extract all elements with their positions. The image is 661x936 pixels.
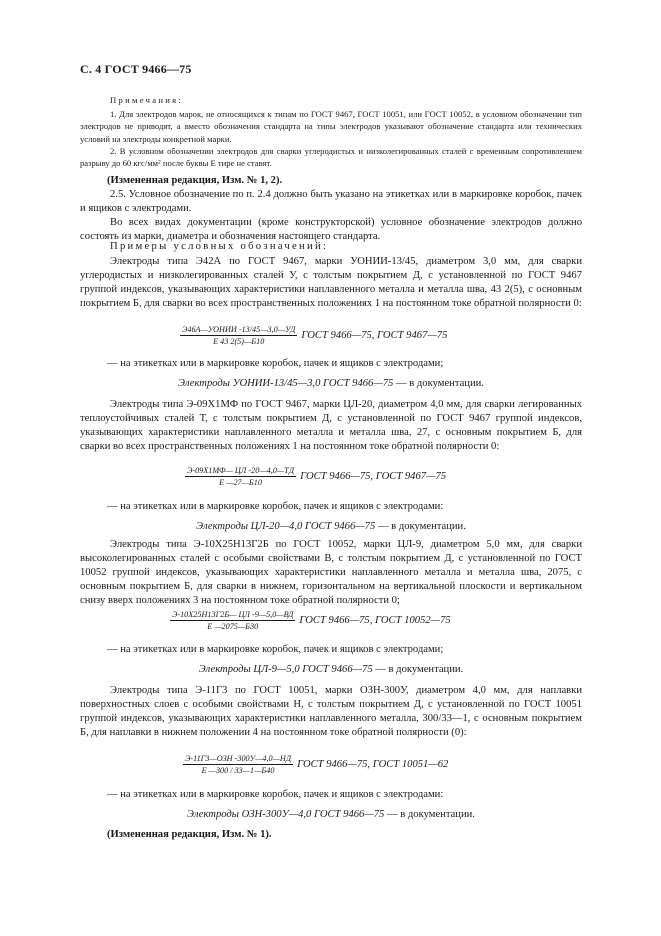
formula-fraction [183, 754, 293, 775]
formula-standards: ГОСТ 9466—75, ГОСТ 10052—75 [299, 615, 451, 626]
doc-designation: Электроды УОНИИ-13/45—3,0 ГОСТ 9466—75 [178, 378, 394, 389]
examples-title: Примеры условных обозначений: [110, 241, 329, 252]
example-4-documentation-line [80, 808, 582, 822]
doc-designation: Электроды ЦЛ-9—5,0 ГОСТ 9466—75 [198, 664, 373, 675]
doc-suffix: — в документации. [384, 809, 475, 820]
doc-suffix: — в документации. [375, 521, 466, 532]
example-1-documentation-line [80, 377, 582, 391]
example-4-label-line: — на этикетках или в маркировке коробок, пачек и ящиков с электродами: [107, 789, 444, 800]
formula-numerator: Э-11Г3—ОЗН -300У—4,0—НД [185, 754, 292, 763]
example-2-formula [185, 466, 446, 487]
example-2-documentation-line [80, 520, 582, 534]
example-1-formula [180, 325, 447, 346]
doc-suffix: — в документации. [372, 664, 464, 675]
amendment-note-2: (Измененная редакция, Изм. № 1). [107, 829, 272, 840]
formula-standards: ГОСТ 9466—75, ГОСТ 9467—75 [300, 471, 447, 482]
formula-denominator: Е —2075—Б30 [207, 622, 259, 631]
example-2-label-line: — на этикетках или в маркировке коробок, пачек и ящиков с электродами: [107, 501, 444, 512]
example-1-label-line: — на этикетках или в маркировке коробок, пачек и ящиков с электродами; [107, 358, 444, 369]
doc-designation: Электроды ЦЛ-20—4,0 ГОСТ 9466—75 [196, 521, 376, 532]
formula-numerator: Э-09Х1МФ— ЦЛ -20—4,0—ТД [187, 466, 295, 475]
documentation-paragraph: Во всех видах документации (кроме конструкторской) условное обозначение электродов должно состоять из марки, диаметра и обозначения настоящего стандарта. [80, 217, 582, 242]
example-4-formula [183, 754, 448, 775]
formula-denominator: Е —300 / 33—1—Б40 [201, 766, 275, 775]
page-header: С. 4 ГОСТ 9466—75 [80, 62, 192, 76]
formula-numerator: Э-10Х25Н13Г2Б— ЦЛ -9—5,0—ВД [172, 610, 294, 619]
formula-fraction [185, 466, 296, 487]
note-2: 2. В условном обозначении электродов для сварки углеродистых и низколегированных сталей с временным сопротивлением разрыву до 60 кгс/мм² после буквы Е тире не ставят. [80, 146, 582, 169]
clause-2-5: 2.5. Условное обозначение по п. 2.4 должно быть указано на этикетках или в маркировке коробок, пачек и ящиков с электродами. [80, 189, 582, 214]
example-3-formula [170, 610, 451, 631]
example-3-label-line: — на этикетках или в маркировке коробок, пачек и ящиков с электродами; [107, 644, 444, 655]
amendment-note-1: (Измененная редакция, Изм. № 1, 2). [107, 175, 283, 186]
formula-fraction [170, 610, 295, 631]
formula-fraction [180, 325, 297, 346]
example-1-text: Электроды типа Э42А по ГОСТ 9467, марки УОНИИ-13/45, диаметром 3,0 мм, для сварки углеродистых и низколегированных сталей У, с толстым покрытием Д, с установленной по ГОСТ 9467 группой индексов, указывающих характеристики наплавленного металла и металла шва, 43 2(5), с основным покрытием Б, для сварки во всех пространственных положениях 1 на постоянном токе обратной полярности 0: [80, 256, 582, 309]
formula-denominator: Е 43 2(5)—Б10 [213, 337, 265, 346]
example-4-text: Электроды типа Э-11Г3 по ГОСТ 10051, марки ОЗН-300У, диаметром 4,0 мм, для наплавки поверхностных слоев с особыми свойствами Н, с толстым покрытием Д, с установленной по ГОСТ 10051 группой индексов, указывающих характеристики наплавленного металла, 300/33—1, с основным покрытием Б, для наплавки в нижнем положении 4 на постоянном токе обратной полярности (0): [80, 685, 582, 738]
formula-denominator: Е —27—Б10 [219, 478, 262, 487]
example-3-text: Электроды типа Э-10Х25Н13Г2Б по ГОСТ 10052, марки ЦЛ-9, диаметром 5,0 мм, для сварки высоколегированных сталей с особыми свойствами В, с толстым покрытием Д, с установленной по ГОСТ 10052 группой индексов, указывающих характеристики наплавленного металла и металла шва, 2075, с основным покрытием Б, для сварки в нижнем, горизонтальном на вертикальной плоскости и вертикальном снизу вверх положениях 3 на постоянном токе обратной полярности 0; [80, 539, 582, 606]
notes-title: Примечания: [110, 95, 184, 105]
example-3-documentation-line [80, 663, 582, 677]
formula-standards: ГОСТ 9466—75, ГОСТ 9467—75 [301, 330, 448, 341]
example-2-text: Электроды типа Э-09Х1МФ по ГОСТ 9467, марки ЦЛ-20, диаметром 4,0 мм, для сварки легированных теплоустойчивых сталей Т, с толстым покрытием Д, с установленной по ГОСТ 9467 группой индексов, указывающих характеристики наплавленного металла и металла шва, 27, с основным покрытием Б, для сварки во всех пространственных положениях 1 на постоянном токе обратной полярности 0: [80, 399, 582, 452]
note-1: 1. Для электродов марок, не относящихся к типам по ГОСТ 9467, ГОСТ 10051, или ГОСТ 10052, в условном обозначении тип электродов не приводят, а вместо обозначения стандарта на типы электродов указывают обозначение стандарта или технических условий на электроды конкретной марки. [80, 109, 582, 144]
formula-numerator: Э46А—УОНИИ -13/45—3,0—УД [182, 325, 296, 334]
formula-standards: ГОСТ 9466—75, ГОСТ 10051—62 [297, 759, 449, 770]
doc-suffix: — в документации. [393, 378, 484, 389]
doc-designation: Электроды ОЗН-300У—4,0 ГОСТ 9466—75 [187, 809, 385, 820]
